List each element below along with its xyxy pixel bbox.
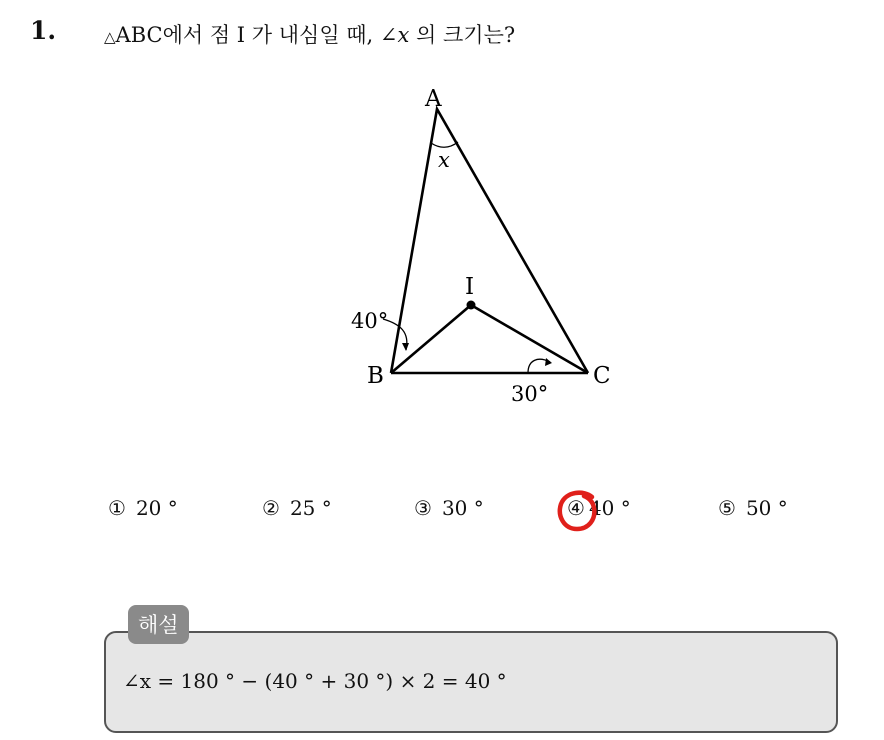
- vertex-label-b: B: [367, 363, 384, 389]
- segment-ci: [471, 305, 588, 373]
- choice-value: 50 °: [745, 496, 788, 520]
- answer-choices: [0, 496, 884, 530]
- choice-2[interactable]: [262, 496, 332, 520]
- choice-marker: ④: [567, 496, 585, 520]
- triangle-symbol: △: [104, 28, 116, 46]
- choice-value: 25 °: [289, 496, 332, 520]
- triangle-sides-ab-ac: [391, 109, 588, 373]
- choice-marker: ⑤: [718, 496, 736, 520]
- answer-circle-mark: [556, 488, 602, 534]
- question-number: 1.: [30, 16, 57, 45]
- incenter-label-i: I: [465, 274, 475, 300]
- angle-b-arrowhead: [402, 343, 409, 351]
- question-text-after: 의 크기는?: [409, 23, 516, 47]
- vertex-label-a: A: [425, 86, 442, 112]
- choice-marker: ②: [262, 496, 280, 520]
- question-angle-expr: ∠x: [379, 23, 410, 47]
- incenter-point: [467, 301, 476, 310]
- choice-3[interactable]: [414, 496, 484, 520]
- choice-5[interactable]: [718, 496, 788, 520]
- segment-bi: [391, 305, 471, 373]
- choice-1[interactable]: [108, 496, 178, 520]
- choice-value: 40 °: [588, 496, 631, 520]
- question-text-before: ABC에서 점 I 가 내심일 때,: [115, 23, 380, 47]
- choice-marker: ①: [108, 496, 126, 520]
- solution-text: ∠x = 180 ° − (40 ° + 30 °) × 2 = 40 °: [123, 669, 507, 693]
- choice-marker: ③: [414, 496, 432, 520]
- red-circle-stroke: [560, 493, 594, 529]
- angle-b-label: 40°: [351, 309, 389, 333]
- choice-value: 20 °: [135, 496, 178, 520]
- choice-value: 30 °: [441, 496, 484, 520]
- angle-c-arrowhead: [545, 358, 552, 366]
- angle-x-label: x: [438, 148, 450, 172]
- solution-tag: 해설: [128, 605, 189, 644]
- angle-c-label: 30°: [511, 382, 549, 406]
- angle-x-arc: [431, 142, 458, 147]
- vertex-label-c: C: [593, 363, 611, 389]
